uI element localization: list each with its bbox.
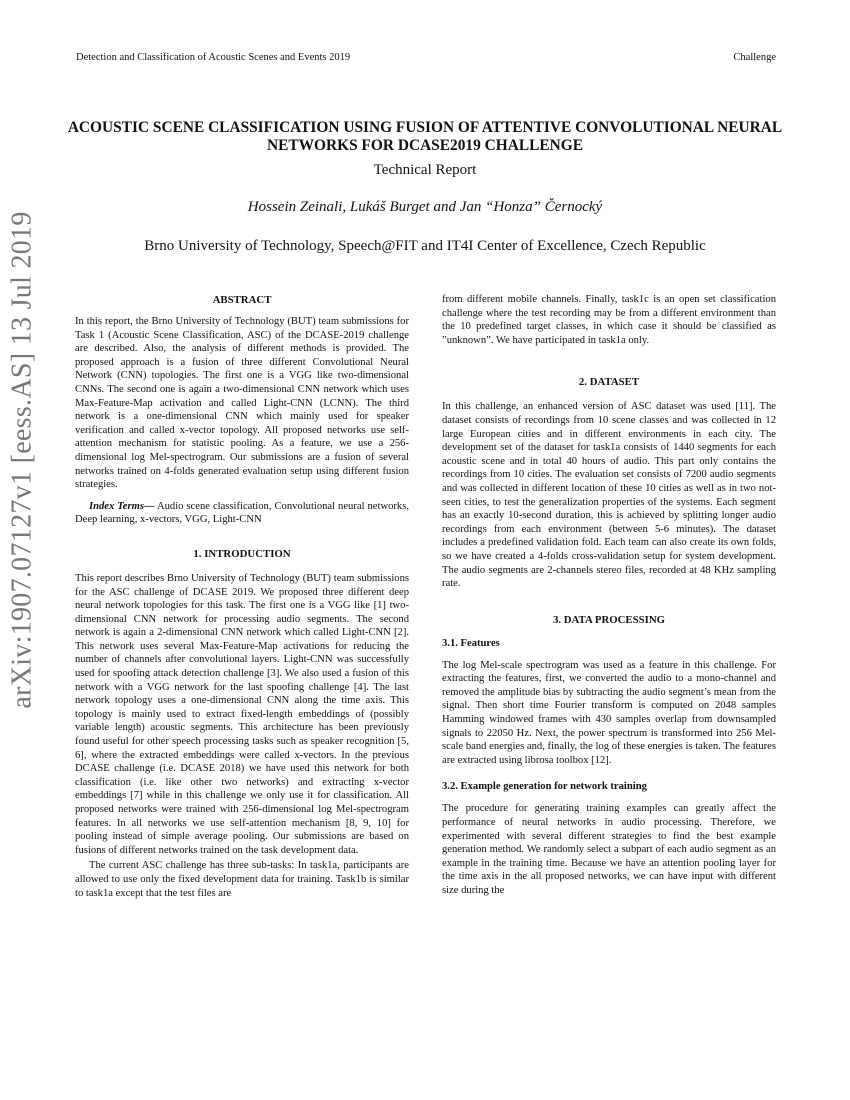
features-heading: 3.1. Features (442, 637, 500, 649)
paper-affiliation: Brno University of Technology, Speech@FIT and IT4I Center of Excellence, Czech Republic (144, 238, 706, 254)
abstract-text: In this report, the Brno University of Technology (BUT) team submissions for Task 1 (Acoustic Scene Classification, ASC) of the DCASE-2019 challenge are described. Also, the analysis of different methods is provided. The proposed approach is a fusion of three different Convolutional Neural Network (CNN) topologies. The first one is a VGG like two-dimensional CNNs. The second one is again a two-dimensional CNN network which uses Max-Feature-Map activation and called Light-CNN (LCNN). The third network is a one-dimensional CNN which mainly used for speaker verification and called x-vector topology. All proposed networks use self-attention mechanism for statistic pooling. As a feature, we use a 256-dimensional log Mel-spectrogram. Our submissions are a fusion of several networks trained on 4-folds generated evaluation setup using different fusion strategies. (75, 316, 409, 491)
paper-title: ACOUSTIC SCENE CLASSIFICATION USING FUSION OF ATTENTIVE CONVOLUTIONAL NEURAL NETWORKS FOR DCASE2019 CHALLENGE (67, 119, 783, 154)
index-terms (75, 500, 409, 527)
example-generation-heading: 3.2. Example generation for network training (442, 781, 647, 793)
example-generation-text: The procedure for generating training examples can greatly affect the performance of neural networks in audio processing. Therefore, we experimented with several different strategies to find the best example generation method. We randomly select a subpart of each audio segment as an example in the training time. Because we have an attention pooling layer for the time axis in the all proposed networks, we can have input with different size during the (442, 803, 776, 896)
data-processing-heading: 3. DATA PROCESSING (552, 613, 666, 626)
introduction-paragraph-2-continued: from different mobile channels. Finally, task1c is an open set classification challenge where the test recording may be from a different environment than the 10 predefined target classes, in which case it should be classified as ”unknown”. We have participated in task1a only. (442, 294, 776, 346)
index-terms-text: Audio scene classification, Convolutional neural networks, Deep learning, x-vectors, VGG, Light-CNN (75, 500, 409, 526)
arxiv-sidebar (3, 211, 43, 709)
running-header-right: Challenge (733, 52, 776, 63)
arxiv-identifier: arXiv:1907.07127v1 [eess.AS] 13 Jul 2019 (7, 211, 39, 709)
abstract-heading: ABSTRACT (212, 294, 272, 306)
dataset-text: In this challenge, an enhanced version of ASC dataset was used [11]. The dataset consists of recordings from 10 scene classes and was collected in 12 large European cities and in different environments in each city. The development set of the dataset for task1a consists of 1440 segments for each acoustic scene and in total 40 hours of audio. This part only contains the recordings from 10 cities. The evaluation set consists of 7200 audio segments and was collected in different location of these 10 cities as well as in two not-seen cities, to test the generalization properties of the systems. Each segment has an exactly 10-second duration, this is achieved by splitting longer audio recordings from each environment (between 5-6 minutes). The dataset includes a predefined validation fold. Each team can also create its own folds, so we have created a 4-folds cross-validation setup for system development. The audio segments are 2-channels stereo files, recorded at 48 KHz sampling rate. (442, 401, 776, 590)
paper-subtitle: Technical Report (373, 162, 477, 178)
running-header-left: Detection and Classification of Acoustic Scenes and Events 2019 (76, 52, 351, 63)
features-text: The log Mel-scale spectrogram was used as a feature in this challenge. For extracting the features, first, we converted the audio to a mono-channel and removed the amplitude bias by subtracting the audio segment’s mean from the signal. Then short time Fourier transform is computed on 2048 samples Hamming windowed frames with 430 samples overlap from downsampled signals to 22050 Hz. Next, the power spectrum is transformed into 256 Mel-scale band energies and, finally, the log of these energies is taken. The features are extracted using librosa toolbox [12]. (442, 659, 776, 766)
introduction-heading: 1. INTRODUCTION (193, 547, 291, 560)
dataset-heading: 2. DATASET (578, 376, 640, 389)
introduction-paragraph-2: The current ASC challenge has three sub-tasks: In task1a, participants are allowed to use only the fixed development data for training. Task1b is similar to task1a except that the test files are (75, 860, 409, 899)
left-column (75, 293, 409, 900)
right-column (442, 293, 776, 898)
paper-authors: Hossein Zeinali, Lukáš Burget and Jan “Honza” Černocký (247, 199, 603, 215)
index-terms-label: Index Terms— (89, 500, 155, 512)
introduction-paragraph-1: This report describes Brno University of Technology (BUT) team submissions for the ASC challenge of DCASE 2019. We proposed three different deep neural network topologies for this task. The first one is a VGG like [1] two-dimensional CNN network for processing audio segments. The second network is again a 2-dimensional CNN network which called Light-CNN [2]. This network uses several Max-Feature-Map activations for reducing the number of channels after convolutional layers. Light-CNN was successfully used for spoofing attack detection challenge [3]. We also used a fusion of this network with a VGG network for the last spoofing challenge [4]. The last network topology uses a one-dimensional CNN along the time axis. This topology is mainly used to extract fixed-length embeddings of (possibly variable length) acoustic segments. This architecture has been previously found useful for other speech processing tasks such as speaker recognition [5, 6], where the extracted embeddings were called x-vectors. In the previous DCASE challenge (i.e. DCASE 2018) we have used this network for both classification (i.e. like other two networks) and extracting x-vector embeddings [7] while in this challenge we only use it for classification. All proposed networks were trained with 256-dimensional log Mel-spectrogram features. In all networks we use self-attention mechanism [8, 9, 10] for pooling instead of simple average pooling. Our submissions are based on fusions of different networks trained on the task development data. (75, 572, 409, 856)
